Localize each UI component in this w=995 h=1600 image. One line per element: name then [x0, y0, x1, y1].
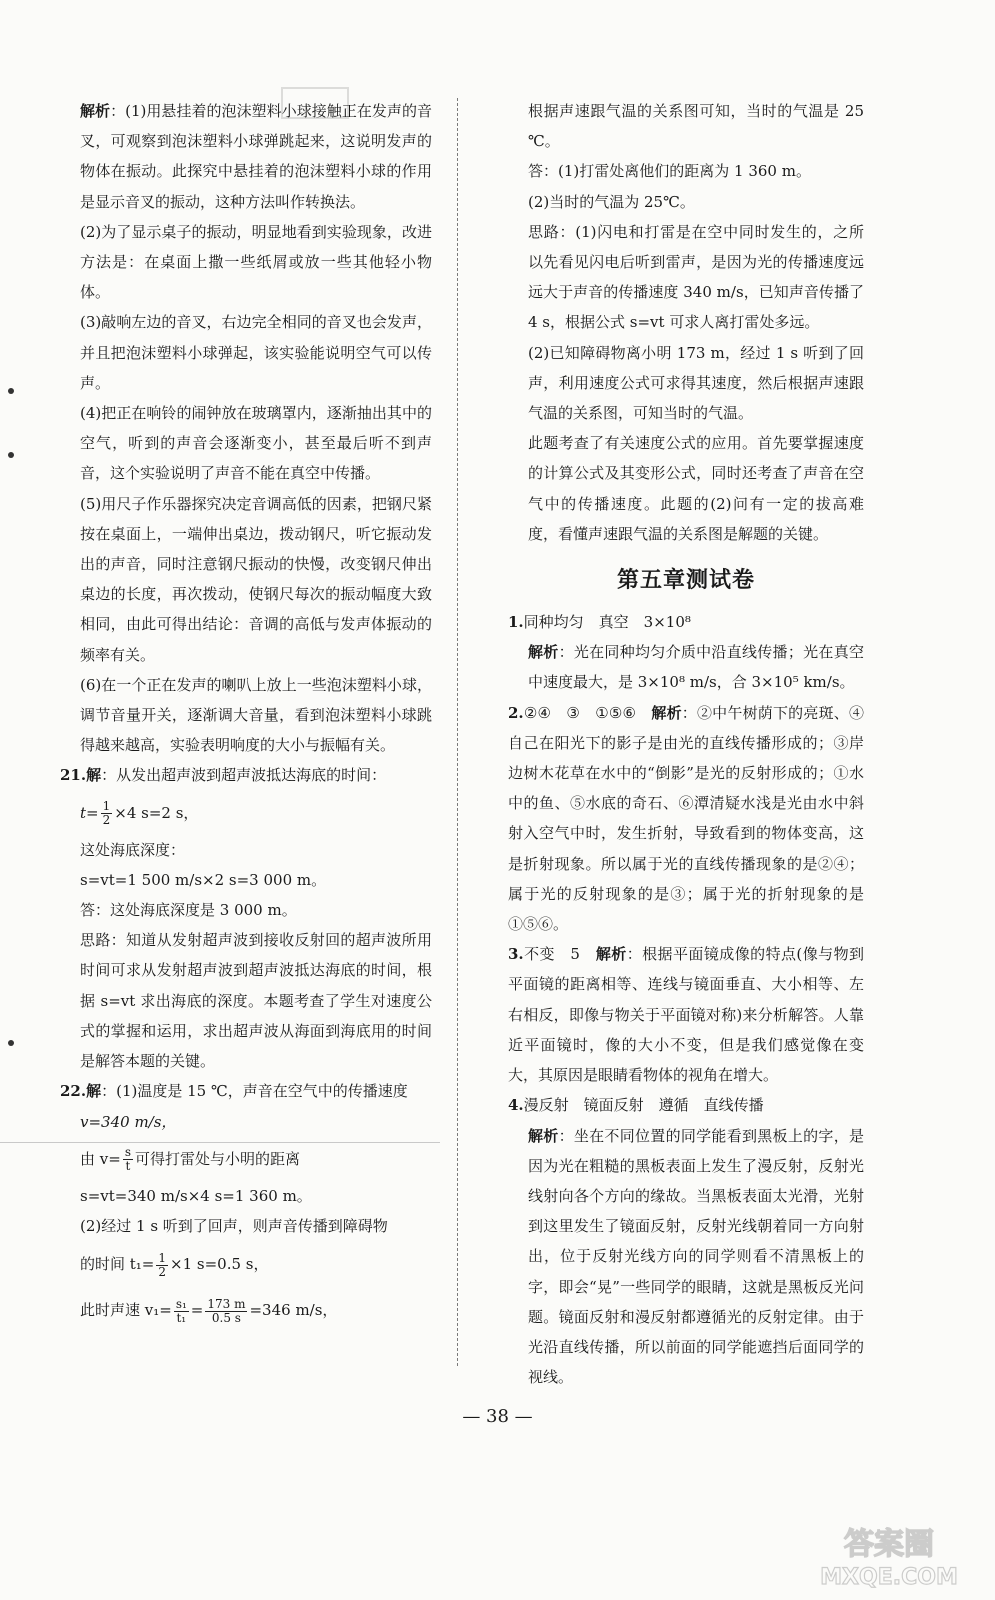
- question-22: [60, 1076, 432, 1106]
- watermark-line-1: 答案圈: [844, 1527, 934, 1562]
- watermark-line-2: MXQE.COM: [820, 1565, 958, 1590]
- analysis-label: 解析: [80, 102, 111, 120]
- q22-from-pre: 由 v=: [80, 1149, 121, 1168]
- question-22-number: 22.: [60, 1082, 87, 1101]
- answer-1-number: 1.: [508, 613, 524, 632]
- question-22-label: 解: [86, 1082, 102, 1101]
- answer-3-value: 不变 5: [523, 945, 596, 964]
- q22-speed-formula: [60, 1287, 432, 1333]
- answer-1: [508, 607, 864, 637]
- q22-v1-fraction: [174, 1298, 189, 1325]
- answer-2-analysis-label: 解析: [651, 703, 682, 722]
- q22-v1-num2: 173 m: [207, 1296, 246, 1311]
- right-answer-1: 答：(1)打雷处离他们的距离为 1 360 m。: [528, 162, 811, 181]
- q21-thinking: 思路：知道从发射超声波到接收反射回的超声波所用时间可求从发射超声波到超声波抵达海底的时间，根据 s=vt 求出海底的深度。本题考查了学生对速度公式的掌握和运用，求出超声波从海面到海底用的时间是解答本题的关键。: [80, 931, 432, 1071]
- answer-4-number: 4.: [508, 1096, 524, 1115]
- q21-frac-num: 1: [102, 799, 111, 814]
- q21-answer: 答：这处海底深度是 3 000 m。: [80, 901, 297, 920]
- answer-3-analysis-text: ：根据平面镜成像的特点(像与物到平面镜的距离相等、连线与镜面垂直、大小相等、左右相反，即像与物关于平面镜对称)来分析解答。人靠近平面镜时，像的大小不变，但是我们感觉像在变大，其原因是眼睛看物体的视角在增大。: [508, 945, 865, 1085]
- q22-v1-pre: 此时声速 v₁=: [80, 1301, 172, 1320]
- analysis-paragraph-2: (2)为了显示桌子的振动，明显地看到实验现象，改进方法是：在桌面上撒一些纸屑或放一些其他轻小物体。: [80, 222, 432, 302]
- page-number: — 38 —: [462, 1406, 533, 1427]
- right-thinking-2: (2)已知障碍物离小明 173 m，经过 1 s 听到了回声，利用速度公式可求得其速度，然后根据声速跟气温的关系图，可知当时的气温。: [528, 343, 864, 423]
- q21-f1-post: ×4 s=2 s，: [114, 803, 199, 822]
- right-thinking-1: 思路：(1)闪电和打雷是在空中同时发生的，之所以先看见闪电后听到雷声，是因为光的传播速度远远大于声音的传播速度 340 m/s，已知声音传播了 4 s，根据公式 s=vt 可求人离打雷处多远。: [528, 222, 864, 332]
- scan-artifact-dot: [8, 388, 14, 394]
- q22-t1-pre: 的时间 t₁=: [80, 1255, 155, 1274]
- q22-v1-den: t₁: [176, 1310, 187, 1325]
- q22-from-fraction: [123, 1146, 133, 1173]
- q22-v1-post: =346 m/s，: [249, 1301, 338, 1320]
- scan-artifact-line: [0, 1142, 440, 1143]
- analysis-text-1: ：(1)用悬挂着的泡沫塑料小球接触正在发声的音叉，可观察到泡沫塑料小球弹跳起来，这说明发声的物体在振动。此探究中悬挂着的泡沫塑料小球的作用是显示音叉的振动，这种方法叫作转换法。: [80, 102, 432, 211]
- answer-4: [508, 1090, 864, 1120]
- answer-4-analysis-text: ：坐在不同位置的同学能看到黑板上的字，是因为光在粗糙的黑板表面上发生了漫反射，反射光线射向各个方向的缘故。当黑板表面太光滑，光射到这里发生了镜面反射，反射光线朝着同一方向射出，位于反射光线方向的同学则看不清黑板上的字，即会“晃”一些同学的眼睛，这就是黑板反光问题。镜面反射和漫反射都遵循光的反射定律。由于光沿直线传播，所以前面的同学能遮挡后面同学的视线。: [528, 1126, 864, 1387]
- answer-4-analysis: [508, 1121, 864, 1393]
- analysis-paragraph-3: (3)敲响左边的音叉，右边完全相同的音叉也会发声，并且把泡沫塑料小球弹起，该实验能说明空气可以传声。: [80, 313, 432, 392]
- left-column: [60, 96, 432, 1333]
- analysis-paragraph-1: [60, 96, 432, 217]
- q22-v1-mid: =: [190, 1301, 204, 1320]
- right-column: [508, 96, 864, 1392]
- q22-t1-num: 1: [158, 1250, 167, 1265]
- analysis-paragraph-4: (4)把正在响铃的闹钟放在玻璃罩内，逐渐抽出其中的空气，听到的声音会逐渐变小，甚至最后听不到声音，这个实验说明了声音不能在真空中传播。: [80, 404, 432, 483]
- watermark-logo: [799, 1520, 979, 1590]
- scan-artifact-dot: [8, 1040, 14, 1046]
- answer-4-analysis-label: 解析: [528, 1126, 559, 1145]
- q22-part2: (2)经过 1 s 听到了回声，则声音传播到障碍物: [80, 1216, 388, 1235]
- answer-2-analysis-text: ：②中午树荫下的亮斑、④自己在阳光下的影子是由光的直线传播形成的；③岸边树木花草在水中的“倒影”是光的反射形成的；①水中的鱼、⑤水底的奇石、⑥潭清疑水浅是光由水中斜射入空气中时，发生折射，导致看到的物体变高，这是折射现象。所以属于光的直线传播现象的是②④；属于光的反射现象的是③；属于光的折射现象的是①⑤⑥。: [508, 703, 864, 934]
- q22-t1-post: ×1 s=0.5 s，: [170, 1255, 269, 1274]
- q21-depth-label: 这处海底深度：: [80, 840, 186, 859]
- answer-3-analysis-label: 解析: [595, 945, 627, 964]
- answer-1-analysis: [508, 637, 864, 697]
- q22-t1-fraction: [156, 1252, 168, 1279]
- q22-from-den: t: [125, 1159, 131, 1174]
- question-21-number: 21.: [60, 766, 87, 785]
- answer-3-number: 3.: [508, 945, 524, 964]
- answer-2-number: 2.: [508, 703, 524, 722]
- q21-formula-depth: s=vt=1 500 m/s×2 s=3 000 m。: [80, 870, 327, 889]
- answer-4-value: 漫反射 镜面反射 遵循 直线传播: [523, 1096, 764, 1115]
- question-21: [60, 760, 432, 790]
- q22-from-formula: [60, 1137, 432, 1181]
- answer-1-analysis-label: 解析: [528, 643, 559, 662]
- q22-from-post: 可得打雷处与小明的距离: [134, 1149, 300, 1168]
- q21-frac-den: 2: [102, 813, 111, 828]
- right-paragraph-1: 根据声速跟气温的关系图可知，当时的气温是 25 ℃。: [528, 102, 864, 151]
- q21-fraction: [101, 800, 113, 827]
- q21-f1-pre: t=: [80, 803, 99, 822]
- answer-1-analysis-text: ：光在同种均匀介质中沿直线传播；光在真空中速度最大，是 3×10⁸ m/s，合 3×10⁵ km/s。: [528, 643, 864, 692]
- right-summary: 此题考查了有关速度公式的应用。首先要掌握速度的计算公式及其变形公式，同时还考查了声音在空气中的传播速度。此题的(2)问有一定的拔高难度，看懂声速跟气温的关系图是解题的关键。: [528, 434, 864, 543]
- chapter-title: 第五章测试卷: [616, 567, 755, 594]
- q22-v1-num: s₁: [175, 1296, 187, 1311]
- analysis-paragraph-6: (6)在一个正在发声的喇叭上放上一些泡沫塑料小球，调节音量开关，逐渐调大音量，看到泡沫塑料小球跳得越来越高，实验表明响度的大小与振幅有关。: [80, 675, 432, 755]
- answer-3: [508, 939, 864, 1090]
- analysis-paragraph-5: (5)用尺子作乐器探究决定音调高低的因素，把钢尺紧按在桌面上，一端伸出桌边，拨动钢尺，听它振动发出的声音，同时注意钢尺振动的快慢，改变钢尺伸出桌边的长度，再次拨动，使钢尺每次的振动幅度大致相同，由此可得出结论：音调的高低与发声体振动的频率有关。: [80, 494, 432, 664]
- q22-distance: s=vt=340 m/s×4 s=1 360 m。: [80, 1186, 312, 1205]
- scan-artifact-dot: [8, 452, 14, 458]
- answer-2-value: ②④ ③ ①⑤⑥: [523, 703, 652, 722]
- q22-from-num: s: [124, 1145, 131, 1160]
- q22-time-formula: [60, 1241, 432, 1287]
- right-answer-2: (2)当时的气温为 25℃。: [528, 192, 695, 211]
- question-21-label: 解: [86, 766, 102, 785]
- column-divider: [457, 98, 458, 1366]
- q22-speed: v=340 m/s，: [80, 1112, 177, 1131]
- q22-v1-den2: 0.5 s: [211, 1310, 241, 1325]
- answer-1-value: 同种均匀 真空 3×10⁸: [523, 613, 691, 632]
- q22-t1-den: 2: [158, 1264, 167, 1279]
- question-21-text: ：从发出超声波到超声波抵达海底的时间：: [101, 766, 387, 785]
- q22-v1-fraction-2: [205, 1298, 247, 1325]
- q21-formula-time: [60, 791, 432, 835]
- question-22-text: ：(1)温度是 15 ℃，声音在空气中的传播速度: [101, 1082, 408, 1101]
- answer-2: [508, 698, 864, 940]
